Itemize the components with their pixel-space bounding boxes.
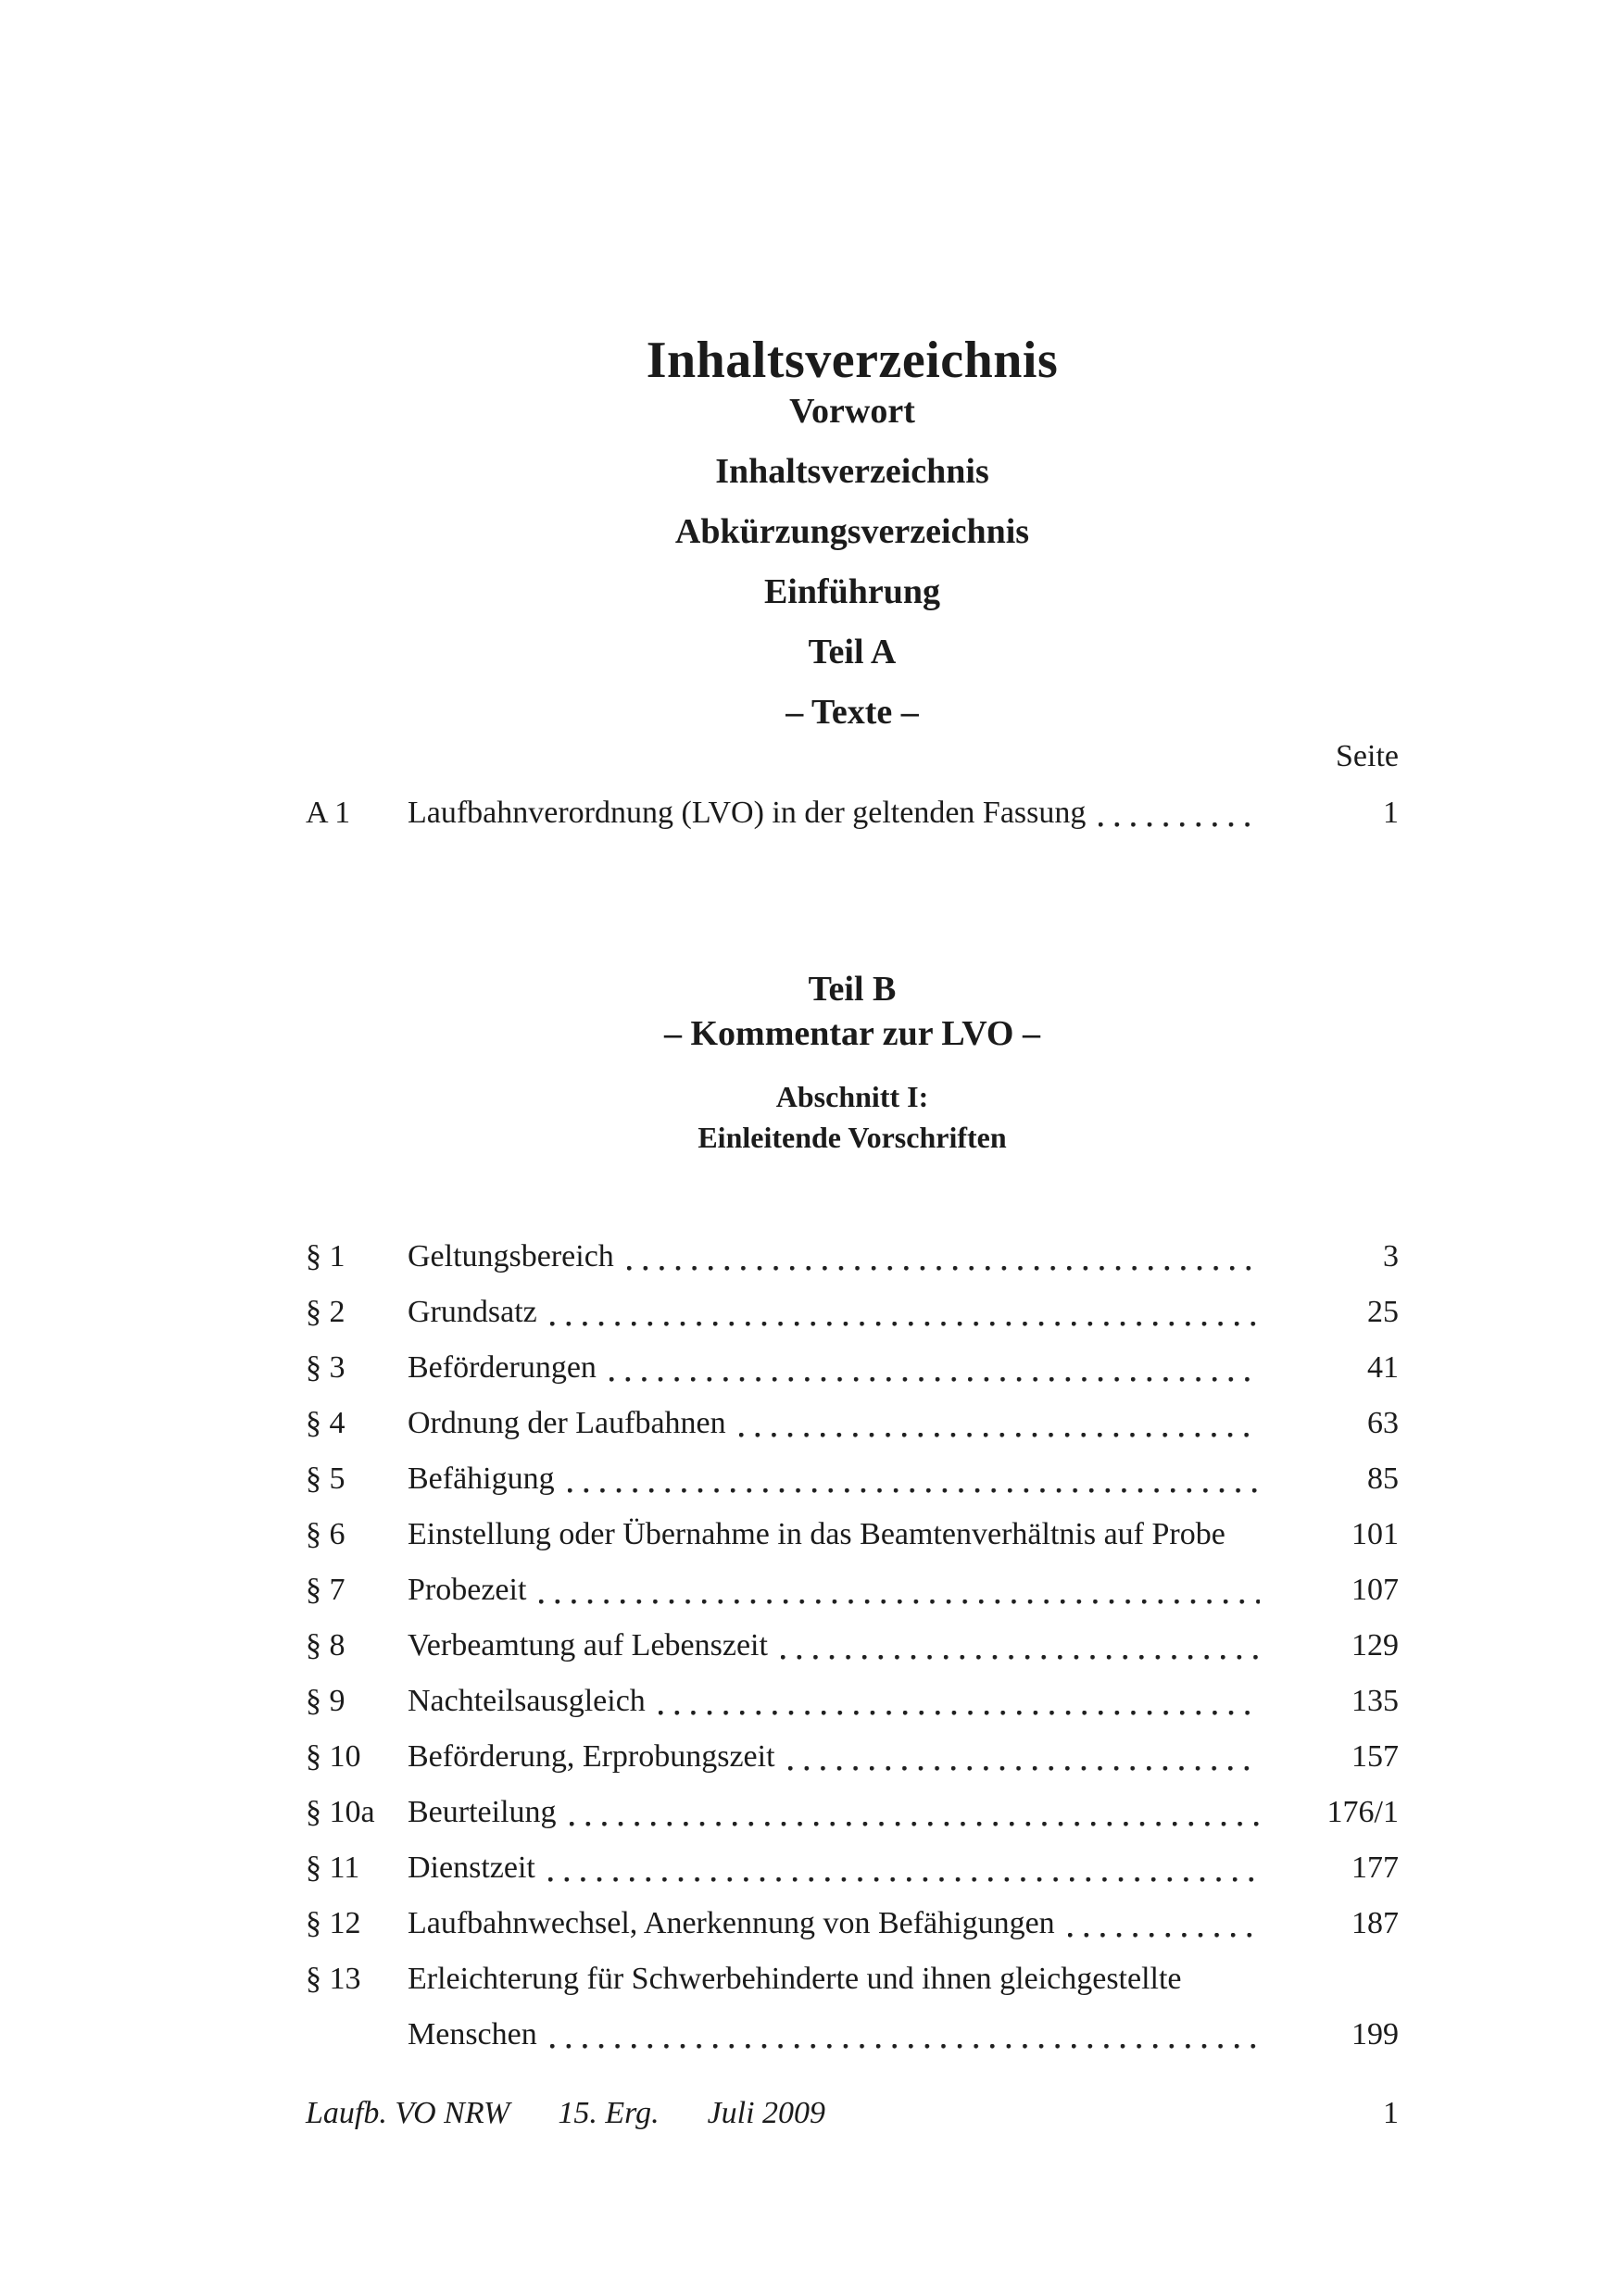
toc-entry (306, 1285, 1399, 1340)
footer-left-group (306, 2095, 825, 2132)
entry-page: 1 (1383, 796, 1399, 830)
front-matter-item: Vorwort (789, 392, 915, 431)
entry-number: § 9 (306, 1684, 346, 1718)
entry-title: Beurteilung (408, 1795, 557, 1829)
entry-page: 3 (1383, 1239, 1399, 1273)
part-a-subheading: – Texte – (785, 693, 919, 732)
dot-leader (539, 1600, 1260, 1605)
entry-number: § 3 (306, 1350, 346, 1385)
entry-page: 85 (1367, 1462, 1399, 1496)
entry-page: 199 (1351, 2017, 1399, 2051)
entry-page: 187 (1351, 1906, 1399, 1940)
toc-entries (306, 1229, 1399, 2063)
section-subheading: Einleitende Vorschriften (697, 1121, 1007, 1154)
dot-leader (1238, 1544, 1260, 1549)
entry-title: Grundsatz (408, 1295, 537, 1329)
toc-entry (306, 1729, 1399, 1785)
footer (306, 2095, 1399, 2132)
entry-title: Laufbahnverordnung (LVO) in der geltenden Fassung (408, 796, 1087, 830)
entry-title: Befähigung (408, 1462, 555, 1496)
entry-number: § 7 (306, 1573, 346, 1607)
dot-leader (550, 1322, 1260, 1327)
dot-leader (609, 1377, 1260, 1383)
dot-leader (739, 1433, 1260, 1438)
entry-number: § 11 (306, 1851, 360, 1885)
entry-title: Dienstzeit (408, 1851, 535, 1885)
section-block (306, 1076, 1399, 1158)
toc-entry (306, 1562, 1399, 1618)
dot-leader (627, 1266, 1260, 1272)
front-matter-item: Abkürzungsverzeichnis (674, 512, 1030, 551)
entry-title-line2: Menschen (408, 2017, 537, 2051)
entry-title: Verbeamtung auf Lebenszeit (408, 1628, 768, 1662)
entry-number: § 12 (306, 1906, 361, 1940)
toc-entry (306, 1451, 1399, 1507)
entry-number: § 8 (306, 1628, 346, 1662)
footer-publication: Laufb. VO NRW (306, 2096, 510, 2130)
dot-leader (781, 1655, 1260, 1661)
footer-page-number: 1 (1383, 2096, 1399, 2130)
entry-page: 101 (1351, 1517, 1399, 1551)
part-a-entries (306, 785, 1399, 841)
toc-entry (306, 1674, 1399, 1729)
section-heading: Abschnitt I: (775, 1080, 929, 1113)
entry-title: Beförderung, Erprobungszeit (408, 1739, 775, 1774)
dot-leader (1099, 822, 1260, 828)
entry-title: Einstellung oder Übernahme in das Beamtenverhältnis auf Probe (408, 1517, 1225, 1551)
entry-title: Nachteilsausgleich (408, 1684, 646, 1718)
entry-title: Probezeit (408, 1573, 527, 1607)
dot-leader (568, 1488, 1260, 1494)
entry-number: § 13 (306, 1962, 361, 1996)
entry-number: § 1 (306, 1239, 346, 1273)
page-column-label: Seite (1336, 739, 1399, 773)
footer-date: Juli 2009 (707, 2096, 826, 2130)
dot-leader (570, 1822, 1260, 1827)
toc-entry (306, 1840, 1399, 1896)
front-matter-item: Inhaltsverzeichnis (715, 452, 989, 491)
entry-title: Ordnung der Laufbahnen (408, 1406, 726, 1440)
toc-entry (306, 1785, 1399, 1840)
part-b-block (306, 967, 1399, 1056)
entry-number: § 4 (306, 1406, 346, 1440)
entry-page: 129 (1351, 1628, 1399, 1662)
entry-page: 176/1 (1326, 1795, 1399, 1829)
front-matter-block (306, 382, 1399, 743)
toc-entry (306, 1896, 1399, 1951)
entry-page: 107 (1351, 1573, 1399, 1607)
toc-entry (306, 1618, 1399, 1674)
toc-entry (306, 1951, 1399, 2063)
entry-page: 177 (1351, 1851, 1399, 1885)
entry-title: Geltungsbereich (408, 1239, 614, 1273)
entry-title-wrap (408, 1951, 1399, 2063)
toc-entry (306, 785, 1399, 841)
entry-title-line2-row (408, 2007, 1399, 2063)
dot-leader (659, 1711, 1260, 1716)
page-title: Inhaltsverzeichnis (646, 331, 1059, 389)
part-a-heading: Teil A (808, 633, 897, 671)
entry-title: Laufbahnwechsel, Anerkennung von Befähigungen (408, 1906, 1055, 1940)
entry-page: 135 (1351, 1684, 1399, 1718)
entry-title: Erleichterung für Schwerbehinderte und ihnen gleichgestellte (408, 1962, 1182, 1996)
entry-title: Beförderungen (408, 1350, 597, 1385)
part-b-heading: Teil B (808, 970, 897, 1009)
entry-page: 25 (1367, 1295, 1399, 1329)
entry-number: § 5 (306, 1462, 346, 1496)
toc-entry (306, 1507, 1399, 1562)
part-b-subheading: – Kommentar zur LVO – (664, 1014, 1040, 1053)
entry-number: § 2 (306, 1295, 346, 1329)
toc-entry (306, 1396, 1399, 1451)
entry-number: § 10a (306, 1795, 375, 1829)
footer-edition: 15. Erg. (558, 2096, 660, 2130)
dot-leader (1068, 1933, 1260, 1938)
front-matter-item: Einführung (763, 572, 941, 611)
entry-page: 157 (1351, 1739, 1399, 1774)
dot-leader (550, 2044, 1260, 2050)
entry-number: § 6 (306, 1517, 346, 1551)
entry-number: A 1 (306, 796, 351, 830)
entry-page: 63 (1367, 1406, 1399, 1440)
dot-leader (788, 1766, 1260, 1772)
toc-entry (306, 1340, 1399, 1396)
dot-leader (548, 1877, 1260, 1883)
entry-page: 41 (1367, 1350, 1399, 1385)
entry-number: § 10 (306, 1739, 361, 1774)
toc-entry (306, 1229, 1399, 1285)
